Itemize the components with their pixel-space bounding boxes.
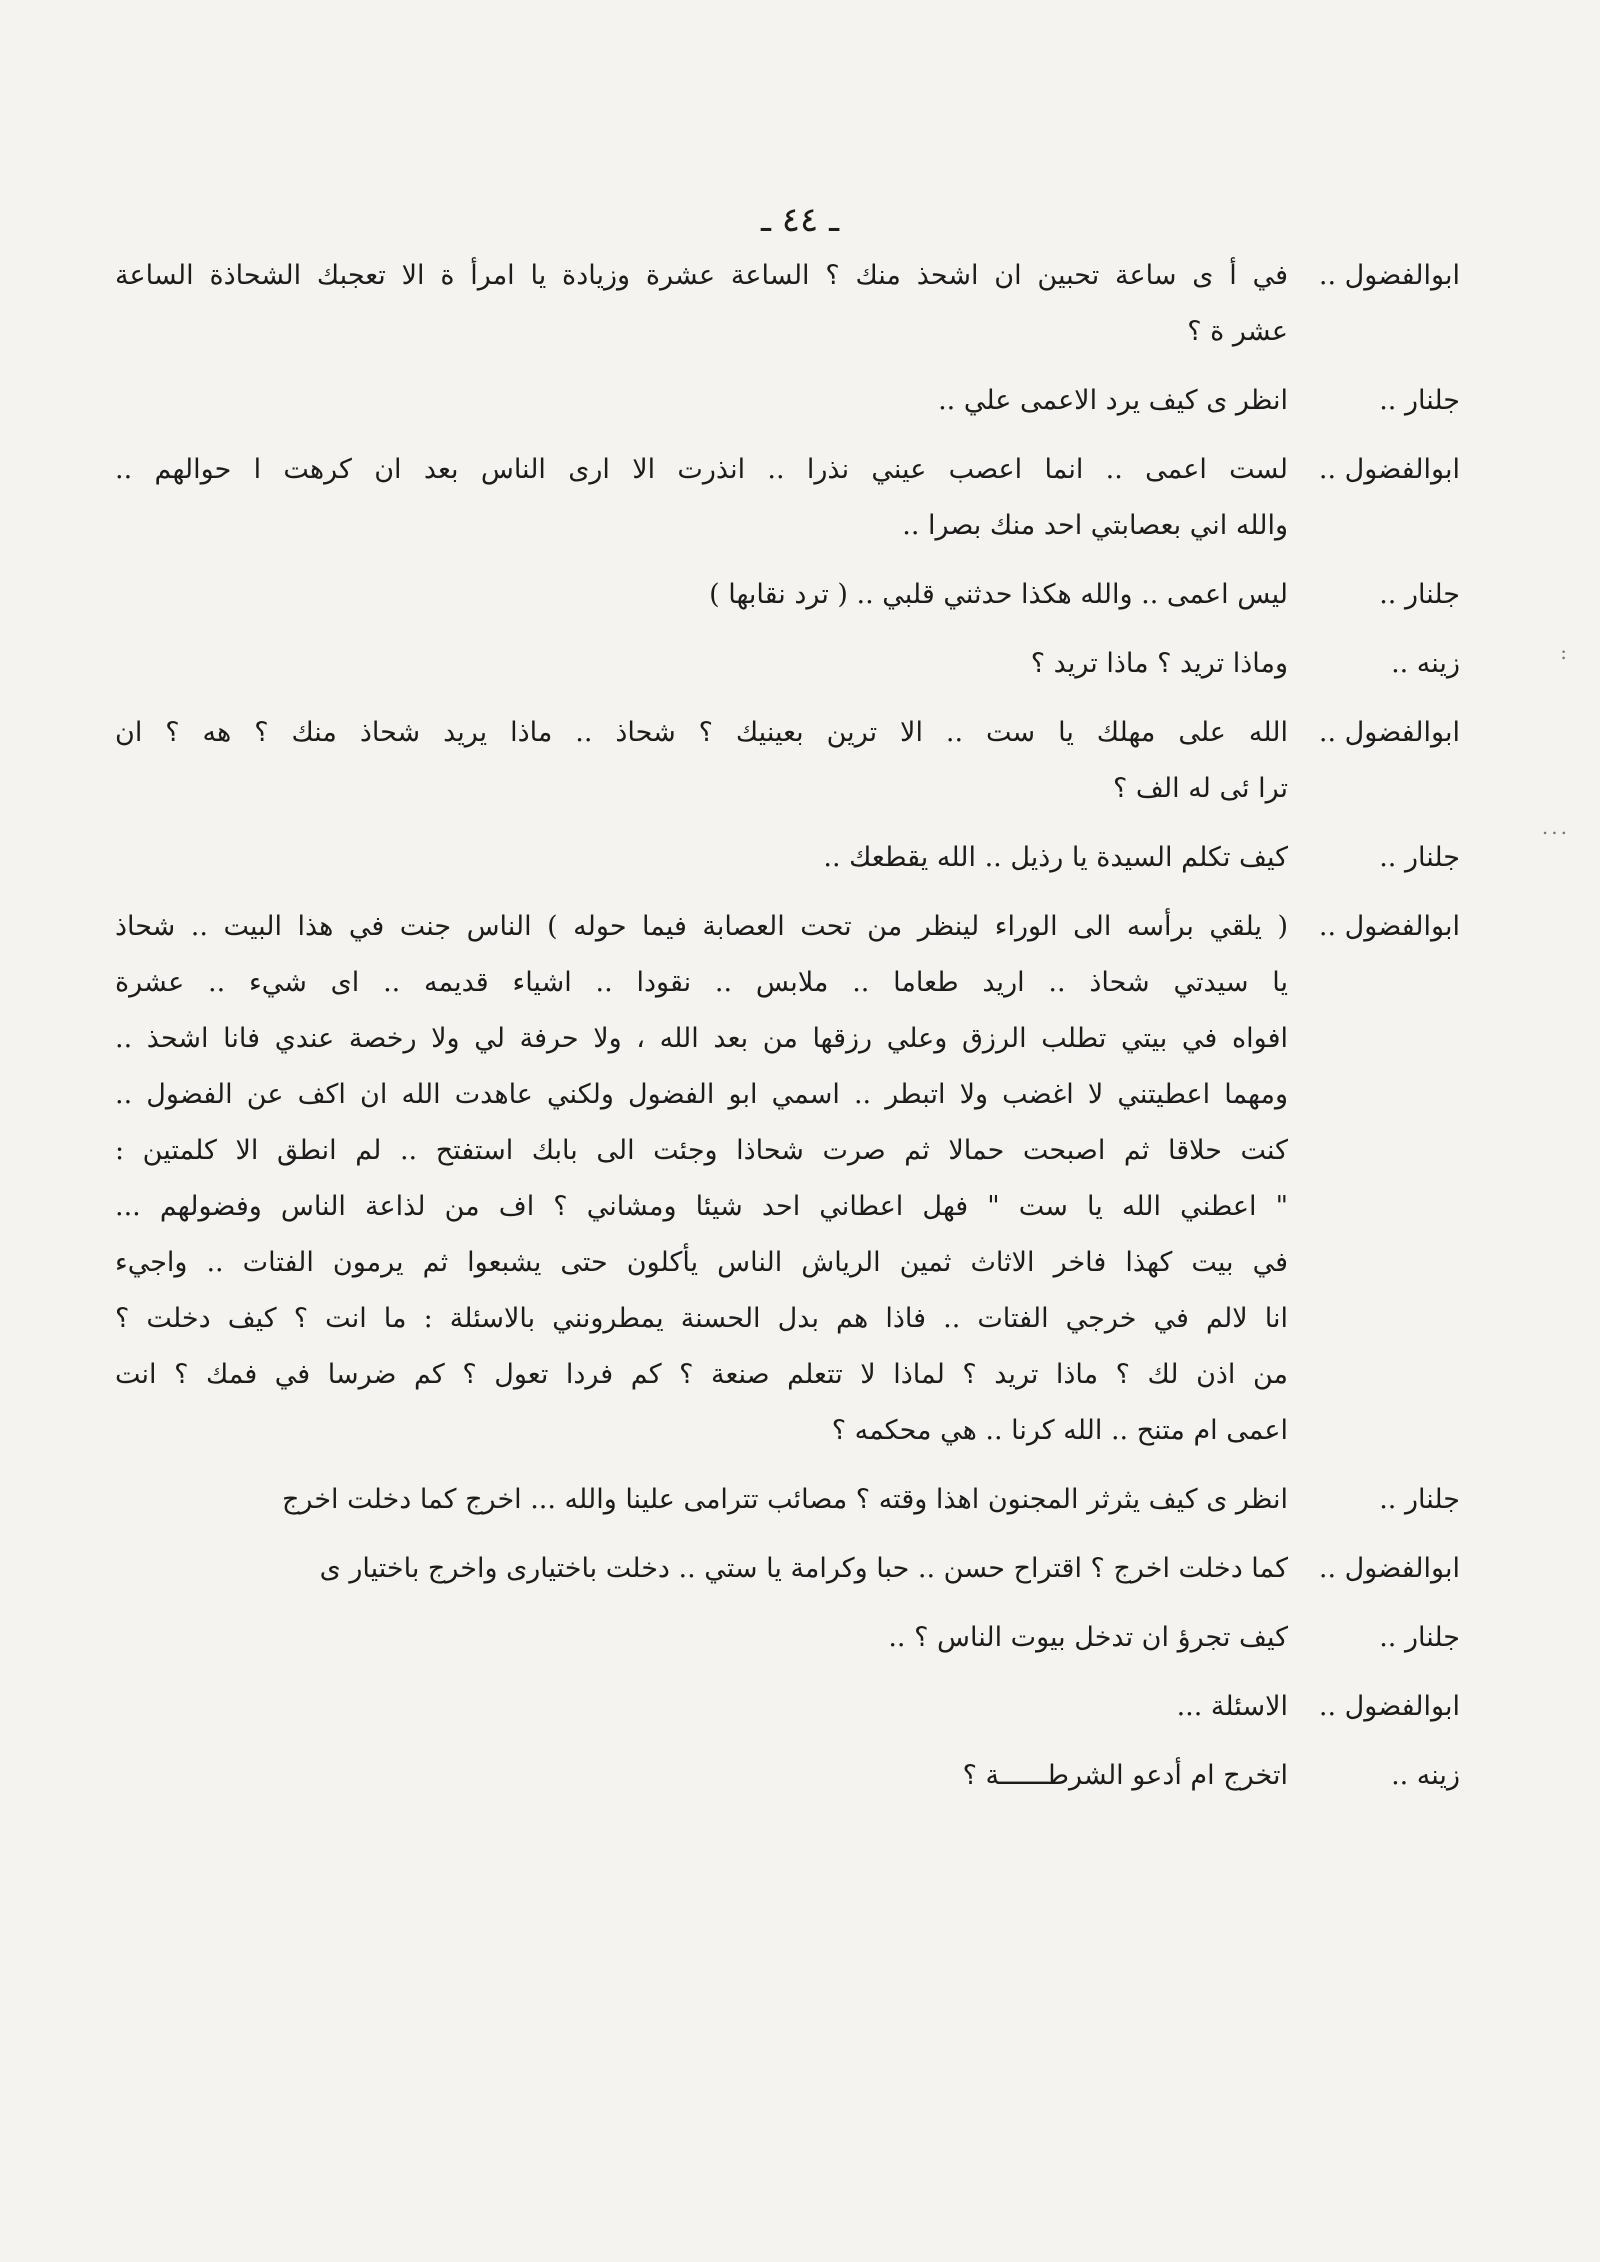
margin-mark: : xyxy=(1560,640,1570,664)
dialogue-entry xyxy=(115,901,1460,1461)
dialogue-text xyxy=(115,1474,1288,1530)
margin-mark: ... xyxy=(1541,815,1570,839)
speaker-name: جلنار .. xyxy=(1379,579,1460,610)
dialogue-entry xyxy=(115,444,1460,556)
speaker-name: زينه .. xyxy=(1391,1760,1460,1791)
dialogue-list xyxy=(115,250,1460,1819)
dialogue-entry xyxy=(115,832,1460,888)
dialogue-text xyxy=(115,1681,1288,1737)
dialogue-text xyxy=(115,1612,1288,1668)
dialogue-line: لست اعمى .. انما اعصب عيني نذرا .. انذرت الا ارى الناس بعد ان كرهت ا حوالهم .. xyxy=(115,454,1288,485)
speaker-name: جلنار .. xyxy=(1379,385,1460,416)
dialogue-line: اعمى ام متنح .. الله كرنا .. هي محكمه ؟ xyxy=(831,1415,1288,1446)
dialogue-line: ليس اعمى .. والله هكذا حدثني قلبي .. ( ترد نقابها ) xyxy=(709,579,1288,610)
speaker-name: زينه .. xyxy=(1391,648,1460,679)
dialogue-line: في بيت كهذا فاخر الاثاث ثمين الرياش الناس يأكلون حتى يشبعوا ثم يرمون الفتات .. واجيء xyxy=(115,1247,1288,1278)
dialogue-line: وماذا تريد ؟ ماذا تريد ؟ xyxy=(1030,648,1288,679)
speaker-name: جلنار .. xyxy=(1379,1484,1460,1515)
dialogue-line: والله اني بعصابتي احد منك بصرا .. xyxy=(902,510,1288,541)
page-number: ـ ٤٤ ـ xyxy=(760,200,840,240)
dialogue-text xyxy=(115,1543,1288,1599)
speaker-name: جلنار .. xyxy=(1379,842,1460,873)
dialogue-line: يا سيدتي شحاذ .. اريد طعاما .. ملابس .. نقودا .. اشياء قديمه .. اى شيء .. عشرة xyxy=(115,967,1288,998)
dialogue-line: ( يلقي برأسه الى الوراء لينظر من تحت العصابة فيما حوله ) الناس جنت في هذا البيت .. شحاذ xyxy=(115,911,1288,942)
dialogue-text xyxy=(115,375,1288,431)
dialogue-entry xyxy=(115,375,1460,431)
dialogue-line: انظر ى كيف يرد الاعمى علي .. xyxy=(938,385,1288,416)
dialogue-entry xyxy=(115,707,1460,819)
dialogue-line: ترا ئى له الف ؟ xyxy=(1113,773,1288,804)
dialogue-entry xyxy=(115,1750,1460,1806)
speaker-name: ابوالفضول .. xyxy=(1318,717,1460,748)
dialogue-line: كنت حلاقا ثم اصبحت حمالا ثم صرت شحاذا وجئت الى بابك استفتح .. لم انطق الا كلمتين : xyxy=(115,1135,1288,1166)
dialogue-line: انظر ى كيف يثرثر المجنون اهذا وقته ؟ مصائب تترامى علينا والله ... اخرج كما دخلت اخرج xyxy=(282,1484,1288,1515)
dialogue-line: كيف تكلم السيدة يا رذيل .. الله يقطعك .. xyxy=(823,842,1288,873)
dialogue-text xyxy=(115,1750,1288,1806)
dialogue-line: في أ ى ساعة تحبين ان اشحذ منك ؟ الساعة عشرة وزيادة يا امرأ ة الا تعجبك الشحاذة الساعة xyxy=(115,260,1288,291)
speaker-name: ابوالفضول .. xyxy=(1318,911,1460,942)
dialogue-line: الاسئلة ... xyxy=(1176,1691,1288,1722)
dialogue-entry xyxy=(115,1681,1460,1737)
dialogue-text xyxy=(115,444,1288,556)
dialogue-line: من اذن لك ؟ ماذا تريد ؟ لماذا لا تتعلم صنعة ؟ كم فردا تعول ؟ كم ضرسا في فمك ؟ انت xyxy=(115,1359,1288,1390)
dialogue-entry xyxy=(115,1474,1460,1530)
dialogue-line: انا لالم في خرجي الفتات .. فاذا هم بدل الحسنة يمطرونني بالاسئلة : ما انت ؟ كيف دخلت ؟ xyxy=(115,1303,1288,1334)
dialogue-text xyxy=(115,901,1288,1461)
dialogue-entry xyxy=(115,1543,1460,1599)
speaker-name: ابوالفضول .. xyxy=(1318,454,1460,485)
dialogue-entry xyxy=(115,250,1460,362)
speaker-name: ابوالفضول .. xyxy=(1318,1553,1460,1584)
dialogue-line: افواه في بيتي تطلب الرزق وعلي رزقها من بعد الله ، ولا حرفة لي ولا رخصة عندي فانا اشحذ .. xyxy=(115,1023,1288,1054)
dialogue-line: اتخرج ام أدعو الشرطــــــة ؟ xyxy=(962,1760,1288,1791)
speaker-name: ابوالفضول .. xyxy=(1318,1691,1460,1722)
dialogue-text xyxy=(115,569,1288,625)
speaker-name: ابوالفضول .. xyxy=(1318,260,1460,291)
dialogue-line: عشر ة ؟ xyxy=(1187,316,1288,347)
dialogue-entry xyxy=(115,638,1460,694)
dialogue-entry xyxy=(115,569,1460,625)
dialogue-text xyxy=(115,250,1288,362)
dialogue-line: " اعطني الله يا ست " فهل اعطاني احد شيئا ومشاني ؟ اف من لذاعة الناس وفضولهم ... xyxy=(115,1191,1288,1222)
dialogue-line: الله على مهلك يا ست .. الا ترين بعينيك ؟ شحاذ .. ماذا يريد شحاذ منك ؟ هه ؟ ان xyxy=(115,717,1288,748)
dialogue-text xyxy=(115,832,1288,888)
speaker-name: جلنار .. xyxy=(1379,1622,1460,1653)
dialogue-text xyxy=(115,707,1288,819)
dialogue-text xyxy=(115,638,1288,694)
dialogue-line: كما دخلت اخرج ؟ اقتراح حسن .. حبا وكرامة يا ستي .. دخلت باختيارى واخرج باختيار ى xyxy=(319,1553,1288,1584)
dialogue-line: ومهما اعطيتني لا اغضب ولا اتبطر .. اسمي ابو الفضول ولكني عاهدت الله ان اكف عن الفضول .. xyxy=(115,1079,1288,1110)
dialogue-entry xyxy=(115,1612,1460,1668)
dialogue-line: كيف تجرؤ ان تدخل بيوت الناس ؟ .. xyxy=(888,1622,1288,1653)
